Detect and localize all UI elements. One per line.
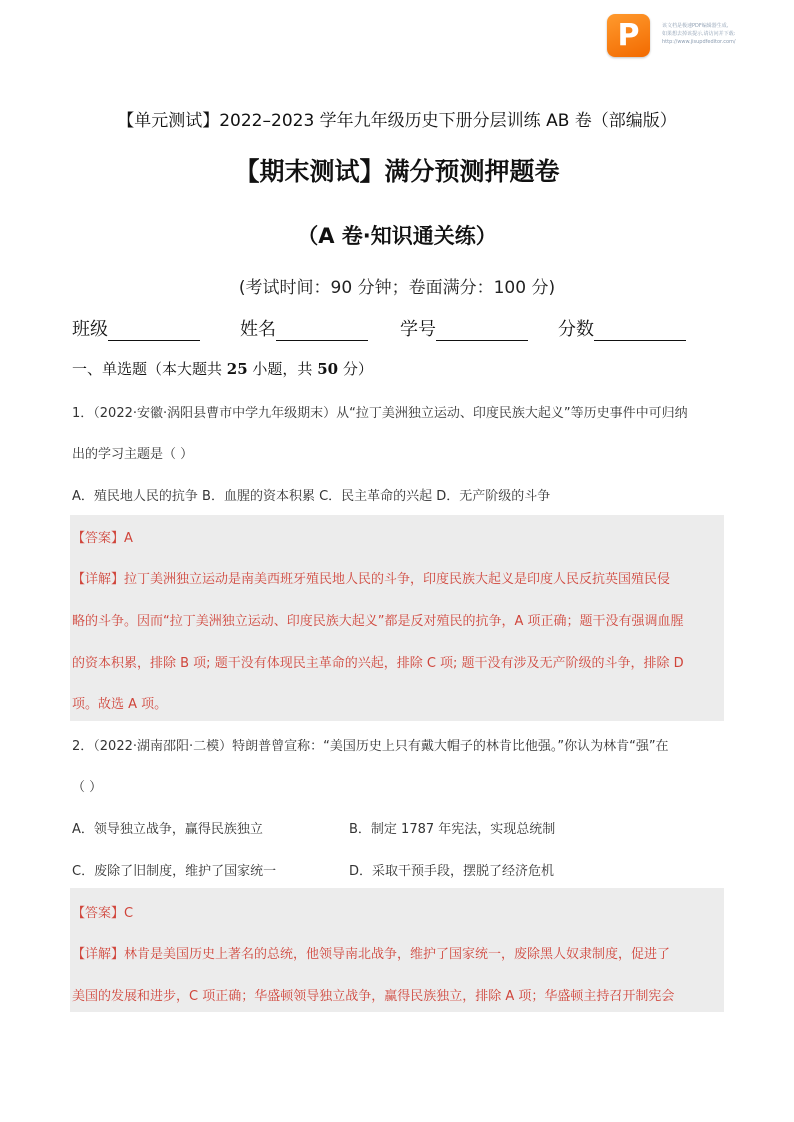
name-field[interactable]: [240, 315, 368, 341]
section-suffix: 分）: [338, 360, 373, 378]
name-label: 姓名: [240, 319, 276, 340]
question-2-answer: 【答案】C: [72, 906, 134, 921]
student-id-label: 学号: [400, 319, 436, 340]
section-score: 50: [317, 360, 339, 378]
question-1-detail: 略的斗争。因而“拉丁美洲独立运动、印度民族大起义”都是反对殖民的抗争，A 项正确；题干没有强调血腥: [72, 614, 684, 629]
name-blank[interactable]: [276, 322, 368, 341]
question-1-options: A．殖民地人民的抗争 B．血腥的资本积累 C．民主革命的兴起 D．无产阶级的斗争: [72, 489, 551, 504]
pdf-editor-logo: [607, 14, 650, 57]
question-2-stem: （ ）: [72, 780, 103, 795]
score-label: 分数: [558, 319, 594, 340]
exam-info: (考试时间：90 分钟；卷面满分：100 分): [238, 278, 556, 298]
question-2-option-a: A．领导独立战争，赢得民族独立: [72, 822, 263, 837]
question-1-stem: 出的学习主题是（ ）: [72, 447, 194, 462]
question-2-option-d: D．采取干预手段，摆脱了经济危机: [349, 864, 555, 879]
question-2-detail: 美国的发展和进步，C 项正确；华盛顿领导独立战争，赢得民族独立，排除 A 项；华盛顿主持召开制宪会: [72, 989, 675, 1004]
question-1-detail: 【详解】拉丁美洲独立运动是南美西班牙殖民地人民的斗争，印度民族大起义是印度人民反抗英国殖民侵: [72, 572, 671, 587]
watermark-line: 如果想去掉该提示,请访问并下载:: [662, 31, 736, 37]
student-id-blank[interactable]: [436, 322, 528, 341]
question-2-stem: 2．（2022·湖南邵阳·二模）特朗普曾宣称：“美国历史上只有戴大帽子的林肯比他强。”你认为林肯“强”在: [72, 739, 669, 754]
watermark-line: 该文档是极速PDF编辑器生成,: [662, 23, 729, 29]
class-label: 班级: [72, 319, 108, 340]
score-field[interactable]: [558, 315, 686, 341]
section-prefix: 一、单选题（本大题共: [72, 360, 227, 378]
question-1-detail: 项。故选 A 项。: [72, 697, 168, 712]
class-field[interactable]: [72, 315, 200, 341]
question-2-answer-box: [70, 888, 724, 1012]
class-blank[interactable]: [108, 322, 200, 341]
watermark-link[interactable]: http://www.jisupdfeditor.com/: [662, 39, 736, 45]
watermark-text: [662, 22, 790, 46]
question-1-answer-box: [70, 515, 724, 721]
student-id-field[interactable]: [400, 315, 528, 341]
section-mid: 小题，共: [247, 360, 318, 378]
score-blank[interactable]: [594, 322, 686, 341]
document-title: 【期末测试】满分预测押题卷: [234, 157, 560, 186]
logo-letter: P: [617, 18, 640, 53]
section-heading: [72, 358, 373, 379]
question-2-option-c: C．废除了旧制度，维护了国家统一: [72, 864, 277, 879]
question-1-answer: 【答案】A: [72, 531, 133, 546]
section-count: 25: [226, 360, 248, 378]
document-supertitle: 【单元测试】2022–2023 学年九年级历史下册分层训练 AB 卷（部编版）: [117, 111, 677, 131]
question-2-detail: 【详解】林肯是美国历史上著名的总统，他领导南北战争，维护了国家统一，废除黑人奴隶制度，促进了: [72, 947, 671, 962]
question-1-detail: 的资本积累，排除 B 项; 题干没有体现民主革命的兴起，排除 C 项; 题干没有涉及无产阶级的斗争，排除 D: [72, 656, 684, 671]
question-1-stem: 1．（2022·安徽·涡阳县曹市中学九年级期末）从“拉丁美洲独立运动、印度民族大起义”等历史事件中可归纳: [72, 406, 688, 421]
document-subtitle: （A 卷·知识通关练）: [297, 224, 497, 248]
question-2-option-b: B．制定 1787 年宪法，实现总统制: [349, 822, 556, 837]
